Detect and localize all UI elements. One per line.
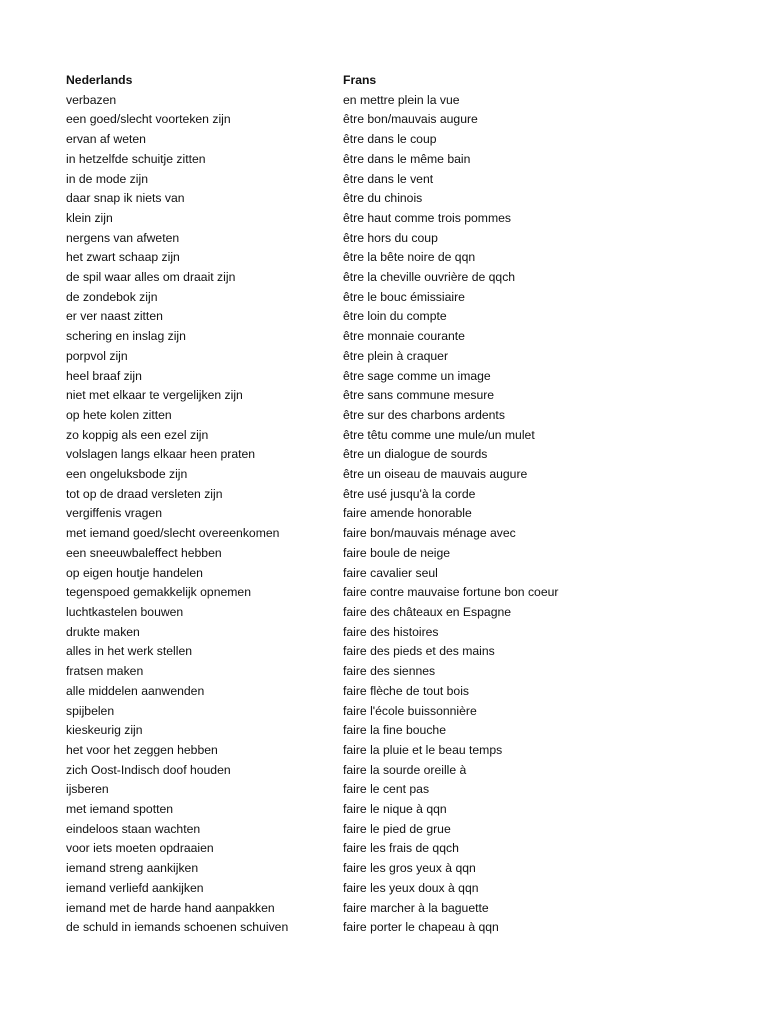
dutch-expression: fratsen maken bbox=[66, 664, 144, 679]
dutch-expression: zich Oost-Indisch doof houden bbox=[66, 762, 231, 777]
french-expression: être dans le coup bbox=[343, 132, 437, 147]
table-row bbox=[66, 623, 643, 643]
french-expression: faire des châteaux en Espagne bbox=[343, 604, 512, 619]
french-expression: faire contre mauvaise fortune bon coeur bbox=[343, 585, 559, 600]
table-row bbox=[66, 189, 643, 209]
table-row bbox=[66, 899, 643, 919]
table-row bbox=[66, 110, 643, 130]
dutch-expression: iemand streng aankijken bbox=[66, 861, 199, 876]
dutch-expression: het voor het zeggen hebben bbox=[66, 742, 218, 757]
dutch-expression: voor iets moeten opdraaien bbox=[66, 841, 214, 856]
french-expression: être un oiseau de mauvais augure bbox=[343, 467, 528, 482]
french-expression: faire cavalier seul bbox=[343, 565, 438, 580]
table-row bbox=[66, 721, 643, 741]
french-expression: faire marcher à la baguette bbox=[343, 900, 489, 915]
table-row bbox=[66, 229, 643, 249]
french-expression: faire des siennes bbox=[343, 664, 436, 679]
french-expression: faire flèche de tout bois bbox=[343, 683, 470, 698]
table-row bbox=[66, 820, 643, 840]
dutch-expression: niet met elkaar te vergelijken zijn bbox=[66, 388, 243, 403]
dutch-expression: in hetzelfde schuitje zitten bbox=[66, 151, 206, 166]
table-row bbox=[66, 209, 643, 229]
dutch-expression: op eigen houtje handelen bbox=[66, 565, 203, 580]
table-row bbox=[66, 130, 643, 150]
column-header-french: Frans bbox=[343, 73, 377, 87]
table-row bbox=[66, 839, 643, 859]
dutch-expression: verbazen bbox=[66, 92, 117, 107]
french-expression: faire le cent pas bbox=[343, 782, 430, 797]
dutch-expression: vergiffenis vragen bbox=[66, 506, 162, 521]
french-expression: être usé jusqu'à la corde bbox=[343, 486, 476, 501]
french-expression: être sans commune mesure bbox=[343, 388, 495, 403]
french-expression: faire la pluie et le beau temps bbox=[343, 742, 503, 757]
table-row bbox=[66, 426, 643, 446]
table-row bbox=[66, 465, 643, 485]
table-row bbox=[66, 327, 643, 347]
french-expression: faire la sourde oreille à bbox=[343, 762, 467, 777]
dutch-expression: iemand met de harde hand aanpakken bbox=[66, 900, 275, 915]
dutch-expression: een goed/slecht voorteken zijn bbox=[66, 112, 231, 127]
table-row bbox=[66, 91, 643, 111]
table-row bbox=[66, 702, 643, 722]
french-expression: être bon/mauvais augure bbox=[343, 112, 478, 127]
french-expression: faire bon/mauvais ménage avec bbox=[343, 526, 516, 541]
dutch-expression: het zwart schaap zijn bbox=[66, 250, 180, 265]
dutch-expression: drukte maken bbox=[66, 624, 140, 639]
dutch-expression: een ongeluksbode zijn bbox=[66, 467, 188, 482]
french-expression: être monnaie courante bbox=[343, 329, 465, 344]
french-expression: être la bête noire de qqn bbox=[343, 250, 476, 265]
french-expression: être plein à craquer bbox=[343, 348, 449, 363]
table-row bbox=[66, 307, 643, 327]
table-row bbox=[66, 800, 643, 820]
french-expression: être sage comme un image bbox=[343, 368, 491, 383]
french-expression: être la cheville ouvrière de qqch bbox=[343, 270, 516, 285]
french-expression: faire porter le chapeau à qqn bbox=[343, 920, 499, 935]
dutch-expression: de zondebok zijn bbox=[66, 289, 158, 304]
dutch-expression: er ver naast zitten bbox=[66, 309, 163, 324]
french-expression: être un dialogue de sourds bbox=[343, 447, 488, 462]
french-expression: faire les frais de qqch bbox=[343, 841, 459, 856]
table-row bbox=[66, 564, 643, 584]
french-expression: être du chinois bbox=[343, 191, 423, 206]
table-row bbox=[66, 741, 643, 761]
dutch-expression: kieskeurig zijn bbox=[66, 723, 143, 738]
dutch-expression: iemand verliefd aankijken bbox=[66, 880, 204, 895]
dutch-expression: een sneeuwbaleffect hebben bbox=[66, 545, 222, 560]
french-expression: faire les gros yeux à qqn bbox=[343, 861, 476, 876]
table-row bbox=[66, 682, 643, 702]
french-expression: faire l'école buissonnière bbox=[343, 703, 477, 718]
table-row bbox=[66, 386, 643, 406]
french-expression: être têtu comme une mule/un mulet bbox=[343, 427, 535, 442]
dutch-expression: met iemand goed/slecht overeenkomen bbox=[66, 526, 280, 541]
dutch-expression: zo koppig als een ezel zijn bbox=[66, 427, 209, 442]
table-body bbox=[66, 91, 643, 938]
french-expression: faire des histoires bbox=[343, 624, 439, 639]
french-expression: être haut comme trois pommes bbox=[343, 210, 511, 225]
table-row bbox=[66, 288, 643, 308]
dutch-expression: porpvol zijn bbox=[66, 348, 128, 363]
dutch-expression: spijbelen bbox=[66, 703, 115, 718]
table-row bbox=[66, 248, 643, 268]
dutch-expression: alles in het werk stellen bbox=[66, 644, 192, 659]
dutch-expression: heel braaf zijn bbox=[66, 368, 142, 383]
french-expression: être dans le vent bbox=[343, 171, 434, 186]
table-row bbox=[66, 544, 643, 564]
dutch-expression: de schuld in iemands schoenen schuiven bbox=[66, 920, 289, 935]
french-expression: être hors du coup bbox=[343, 230, 438, 245]
dutch-expression: ervan af weten bbox=[66, 132, 146, 147]
table-row bbox=[66, 150, 643, 170]
dutch-expression: eindeloos staan wachten bbox=[66, 821, 201, 836]
french-expression: faire amende honorable bbox=[343, 506, 472, 521]
dutch-expression: tot op de draad versleten zijn bbox=[66, 486, 223, 501]
french-expression: être dans le même bain bbox=[343, 151, 471, 166]
dutch-expression: de spil waar alles om draait zijn bbox=[66, 270, 236, 285]
french-expression: en mettre plein la vue bbox=[343, 92, 460, 107]
french-expression: faire les yeux doux à qqn bbox=[343, 880, 479, 895]
table-row bbox=[66, 662, 643, 682]
table-row bbox=[66, 642, 643, 662]
table-header-row bbox=[66, 71, 643, 91]
french-expression: être loin du compte bbox=[343, 309, 447, 324]
table-row bbox=[66, 524, 643, 544]
dutch-expression: volslagen langs elkaar heen praten bbox=[66, 447, 256, 462]
table-row bbox=[66, 367, 643, 387]
french-expression: faire des pieds et des mains bbox=[343, 644, 495, 659]
dutch-expression: luchtkastelen bouwen bbox=[66, 604, 184, 619]
french-expression: faire boule de neige bbox=[343, 545, 451, 560]
table-row bbox=[66, 583, 643, 603]
dutch-expression: schering en inslag zijn bbox=[66, 329, 186, 344]
french-expression: être sur des charbons ardents bbox=[343, 407, 505, 422]
table-row bbox=[66, 879, 643, 899]
column-header-dutch: Nederlands bbox=[66, 73, 133, 87]
table-row bbox=[66, 406, 643, 426]
dutch-expression: ijsberen bbox=[66, 782, 109, 797]
dutch-expression: op hete kolen zitten bbox=[66, 407, 172, 422]
french-expression: être le bouc émissiaire bbox=[343, 289, 465, 304]
french-expression: faire la fine bouche bbox=[343, 723, 446, 738]
table-row bbox=[66, 859, 643, 879]
table-row bbox=[66, 780, 643, 800]
table-row bbox=[66, 504, 643, 524]
table-row bbox=[66, 918, 643, 938]
table-row bbox=[66, 485, 643, 505]
dutch-expression: met iemand spotten bbox=[66, 802, 174, 817]
dutch-expression: nergens van afweten bbox=[66, 230, 180, 245]
table-row bbox=[66, 603, 643, 623]
table-row bbox=[66, 347, 643, 367]
dutch-expression: in de mode zijn bbox=[66, 171, 148, 186]
table-row bbox=[66, 445, 643, 465]
table-row bbox=[66, 170, 643, 190]
dutch-expression: alle middelen aanwenden bbox=[66, 683, 205, 698]
vocabulary-table bbox=[66, 71, 643, 938]
dutch-expression: tegenspoed gemakkelijk opnemen bbox=[66, 585, 251, 600]
french-expression: faire le pied de grue bbox=[343, 821, 451, 836]
dutch-expression: daar snap ik niets van bbox=[66, 191, 185, 206]
dutch-expression: klein zijn bbox=[66, 210, 113, 225]
table-row bbox=[66, 268, 643, 288]
french-expression: faire le nique à qqn bbox=[343, 802, 447, 817]
table-row bbox=[66, 761, 643, 781]
